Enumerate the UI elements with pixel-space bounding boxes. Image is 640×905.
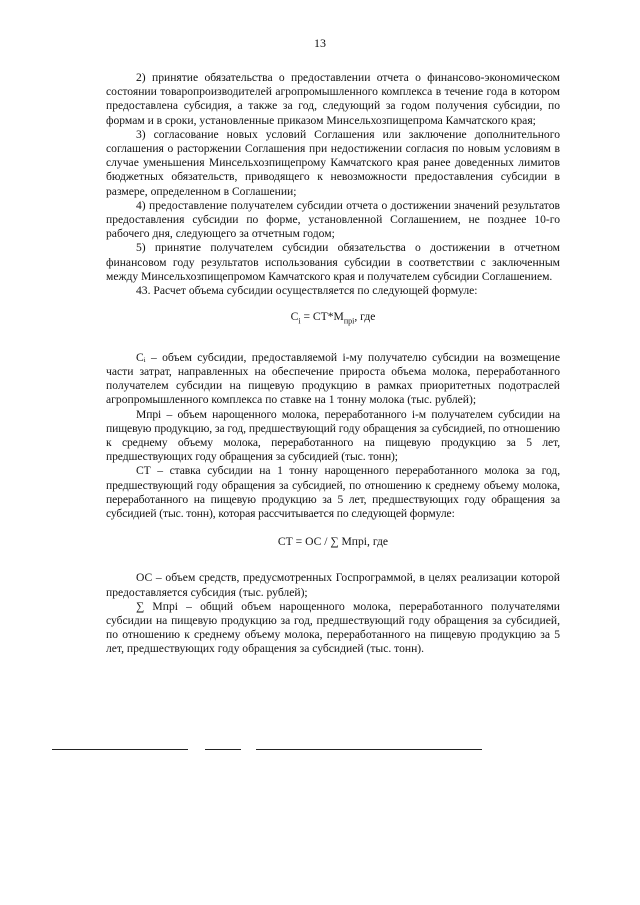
footer-divider-middle <box>205 749 241 750</box>
definition-ci: Cᵢ – объем субсидии, предоставляемой i-му получателю субсидии на возмещение части затрат, направленных на обеспечение прироста объема молока, переработанного получателем субсидии на пищевую продукцию в рамках приоритетных подотраслей агропромышленного комплекса по ставке на 1 тонну молока (тыс. рублей); <box>106 350 560 407</box>
subsidy-formula <box>106 310 560 329</box>
paragraph-item-5-results-obligation: 5) принятие получателем субсидии обязательства о достижении в отчетном финансовом году результатов использования субсидии в соответствии с заключенным между Минсельхозпищепромом Камчатского края и получателем субсидии Соглашением. <box>106 241 560 283</box>
definition-mpri: Mпрi – объем нарощенного молока, переработанного i-м получателем субсидии на пищевую продукцию, за год, предшествующий году обращения за субсидией, по отношению к среднему объему молока, переработанного на пищевую продукцию за 5 лет, предшествующих году обращения за субсидией (тыс. тонн); <box>106 407 560 464</box>
paragraph-item-4-results-report: 4) предоставление получателем субсидии отчета о достижении значений результатов предоставления субсидии по форме, установленной Соглашением, не позднее 10-го рабочего дня, следующего за отчетным годом; <box>106 198 560 241</box>
rate-formula: СТ = ОС / ∑ Мпрi, где <box>277 535 389 549</box>
formula-subscript: прi <box>343 316 355 326</box>
footer-divider-right <box>256 749 482 750</box>
document-body <box>106 71 560 657</box>
page-number: 13 <box>314 36 326 50</box>
definition-st: СТ – ставка субсидии на 1 тонну нарощенного переработанного молока за год, предшествующий году обращения за субсидией, по отношению к среднему объему молока, переработанного на пищевую продукцию за 5 лет, предшествующих году обращения за субсидией (тыс. тонн), которая рассчитывается по следующей формуле: <box>106 464 560 520</box>
formula-lhs: C <box>290 310 299 324</box>
definition-sum-mpri: ∑ Мпрi – общий объем нарощенного молока, переработанного получателями субсидии на пищевую продукцию за год, предшествующий году обращения за субсидией, по отношению к среднему объему молока, переработанного на пищевую продукцию за 5 лет, предшествующих году обращения за субсидией (тыс. тонн). <box>106 599 560 656</box>
paragraph-item-2-reporting-obligation: 2) принятие обязательства о предоставлении отчета о финансово-экономическом состоянии товаропроизводителей агропромышленного комплекса в течение года в котором предоставлена субсидия, а также за год, следующий за годом получения субсидии, по формам и в сроки, установленные приказом Минсельхозпищепрома Камчатского края; <box>106 71 560 127</box>
definition-os: ОС – объем средств, предусмотренных Госпрограммой, в целях реализации которой предоставляется субсидия (тыс. рублей); <box>106 571 560 599</box>
footer-divider-left <box>52 749 188 750</box>
paragraph-section-43-intro: 43. Расчет объема субсидии осуществляется по следующей формуле: <box>136 284 478 298</box>
formula-mid: = СТ*М <box>300 310 344 324</box>
formula-tail: , где <box>354 310 376 324</box>
formula-lhs-subscript: i <box>298 316 301 326</box>
paragraph-item-3-agreement-amendment: 3) согласование новых условий Соглашения или заключение дополнительного соглашения о расторжении Соглашения при недостижении согласия по новым условиям в случае уменьшения Минсельхозпищепрому Камчатского края ранее доведенных лимитов бюджетных обязательств, приводящего к невозможности предоставления субсидии в размере, определенном в Соглашении; <box>106 127 560 198</box>
